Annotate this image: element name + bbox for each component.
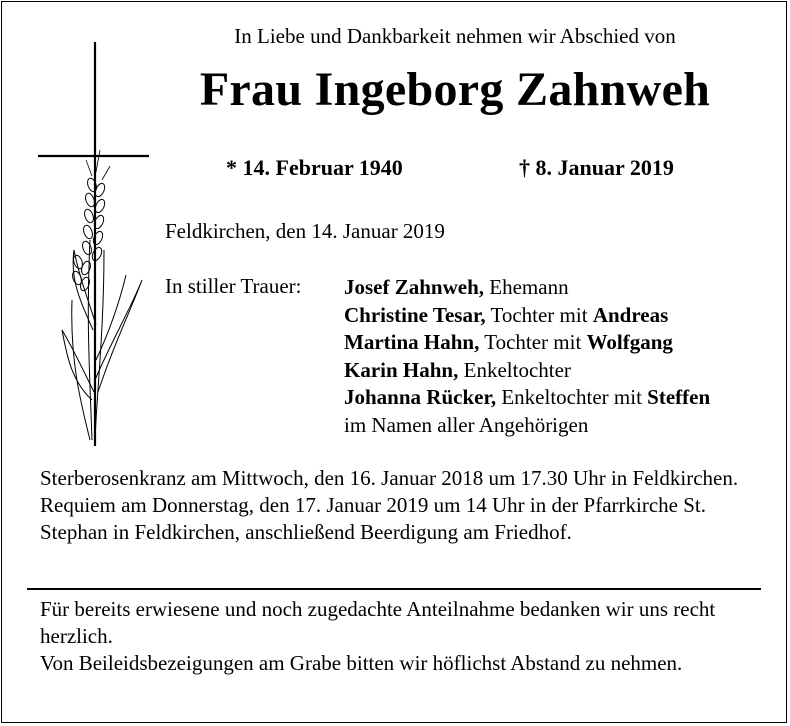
mourner-name: Johanna Rücker, (344, 385, 497, 409)
mourner-name: Martina Hahn, (344, 330, 480, 354)
mourner-name: Christine Tesar, (344, 302, 486, 327)
death-date: † 8. Januar 2019 (519, 155, 674, 180)
request-paragraph: Von Beileidsbezeigungen am Grabe bitten wir höflichst Abstand zu nehmen. (40, 651, 683, 675)
mourner-name: Josef Zahnweh, (344, 275, 485, 299)
mourner-relation: Tochter mit (485, 302, 593, 327)
divider (27, 588, 761, 590)
service-details: Sterberosenkranz am Mittwoch, den 16. Januar 2018 um 17.30 Uhr in Feldkirchen. Requiem am Donnerstag, den 17. Januar 2019 um 14 Uhr in der Pfarrkirche St. Stephan in Feldkirchen, anschließend Beerdigung am Friedhof. (40, 466, 739, 544)
mourner-partner: Andreas (592, 302, 669, 327)
mourner-row (344, 357, 710, 385)
mourner-relation: Enkeltochter mit (496, 385, 648, 409)
intro-line: In Liebe und Dankbarkeit nehmen wir Abschied von (234, 24, 676, 48)
relatives-line: im Namen aller Angehörigen (344, 412, 589, 437)
mourners-list (344, 274, 710, 439)
place-date: Feldkirchen, den 14. Januar 2019 (165, 219, 445, 243)
mourner-row (344, 274, 710, 302)
thanks-paragraph: Für bereits erwiesene und noch zugedachte Anteilnahme bedanken wir uns recht herzlich. (40, 597, 716, 648)
mourner-relation: Tochter mit (479, 330, 587, 354)
thanks-block (40, 596, 770, 677)
mourner-partner: Wolfgang (586, 330, 673, 354)
birth-date: * 14. Februar 1940 (226, 155, 403, 180)
deceased-name: Frau Ingeborg Zahnweh (199, 63, 711, 116)
mourner-row (344, 384, 710, 412)
mourner-partner: Steffen (647, 385, 711, 409)
mourner-row (344, 329, 710, 357)
mourner-relation: Ehemann (484, 275, 569, 299)
mourner-relation: Enkeltochter (458, 357, 571, 382)
mourner-name: Karin Hahn, (344, 357, 459, 382)
mourning-label: In stiller Trauer: (165, 274, 302, 298)
mourner-row (344, 302, 710, 330)
